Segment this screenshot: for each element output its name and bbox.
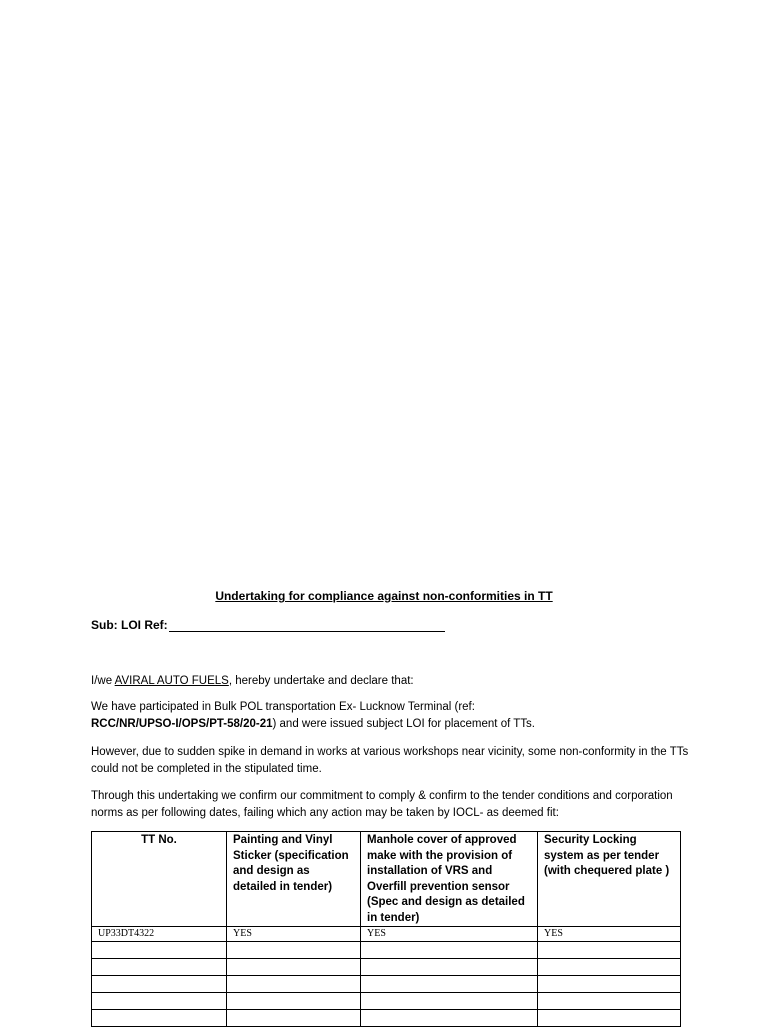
loi-ref-code: RCC/NR/UPSO-I/OPS/PT-58/20-21 — [91, 718, 273, 730]
table-cell — [227, 993, 361, 1010]
commitment-paragraph: Through this undertaking we confirm our commitment to comply & confirm to the tender conditions and corporation norms as per following dates, failing which any action may be taken by IOCL- as deemed fit: — [91, 790, 673, 819]
document-title: Undertaking for compliance against non-conformities in TT — [215, 589, 553, 603]
table-cell — [92, 942, 227, 959]
cell-painting-status: YES — [227, 927, 361, 942]
table-cell — [227, 959, 361, 976]
subject-line — [91, 618, 445, 632]
table-cell — [92, 993, 227, 1010]
table-cell — [538, 976, 681, 993]
table-cell — [361, 993, 538, 1010]
participation-paragraph — [91, 699, 691, 733]
table-row — [92, 993, 681, 1010]
cell-locking-status: YES — [538, 927, 681, 942]
header-manhole-cover: Manhole cover of approved make with the provision of installation of VRS and Overfill prevention sensor (Spec and design as detailed in tender) — [361, 832, 538, 927]
table-row — [92, 976, 681, 993]
participation-text-before: We have participated in Bulk POL transportation Ex- Lucknow Terminal (ref: — [91, 701, 475, 713]
table-cell — [92, 976, 227, 993]
table-row — [92, 942, 681, 959]
header-painting-vinyl: Painting and Vinyl Sticker (specification and design as detailed in tender) — [227, 832, 361, 927]
declaration-suffix: , hereby undertake and declare that: — [228, 675, 414, 687]
header-tt-no: TT No. — [92, 832, 227, 927]
cell-tt-number: UP33DT4322 — [92, 927, 227, 942]
declaration-prefix: I/we — [91, 675, 115, 687]
table-cell — [227, 942, 361, 959]
table-row — [92, 927, 681, 942]
table-cell — [361, 959, 538, 976]
table-cell — [92, 959, 227, 976]
table-cell — [538, 993, 681, 1010]
however-paragraph: However, due to sudden spike in demand in works at various workshops near vicinity, some non-conformity in the TTs could not be completed in the stipulated time. — [91, 746, 689, 775]
table-cell — [361, 942, 538, 959]
header-security-locking: Security Locking system as per tender (with chequered plate ) — [538, 832, 681, 927]
table-row — [92, 959, 681, 976]
declaration-paragraph — [91, 673, 691, 690]
company-name: AVIRAL AUTO FUELS — [114, 675, 229, 687]
table-cell — [361, 976, 538, 993]
subject-label: Sub: LOI Ref: — [91, 618, 168, 632]
table-cell — [538, 942, 681, 959]
compliance-table — [91, 831, 681, 1027]
table-header-row — [92, 832, 681, 927]
cell-manhole-status: YES — [361, 927, 538, 942]
table-cell — [538, 959, 681, 976]
table-cell — [227, 976, 361, 993]
loi-ref-blank — [169, 618, 445, 632]
participation-text-after: ) and were issued subject LOI for placement of TTs. — [272, 718, 535, 730]
